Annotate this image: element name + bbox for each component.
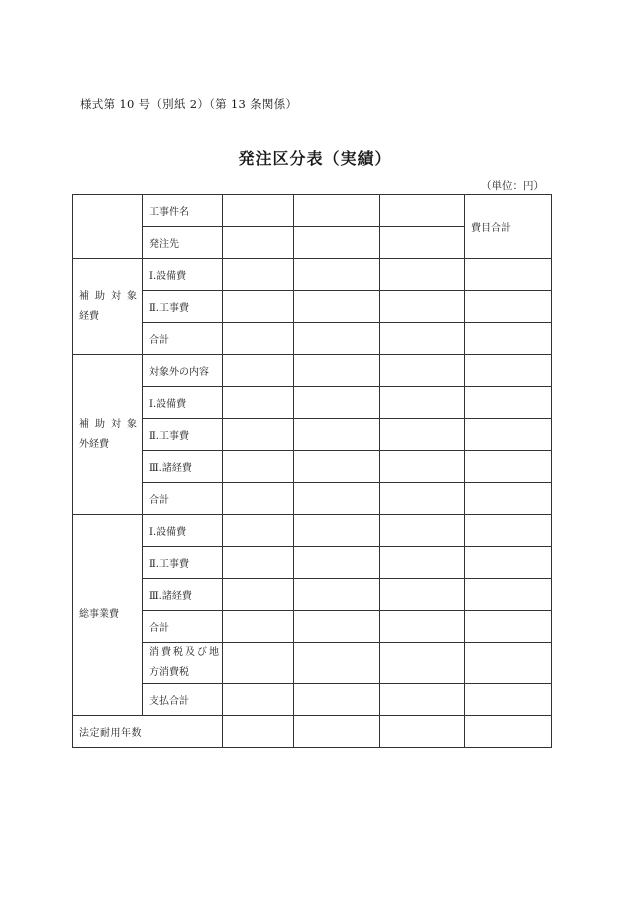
row-label: 合計 — [143, 323, 223, 355]
project-name-cell-1[interactable] — [223, 195, 294, 227]
total-cell[interactable] — [465, 451, 552, 483]
table-row — [73, 419, 552, 451]
table-row — [73, 611, 552, 643]
group-subsidy-target — [73, 259, 143, 355]
tax-label-line2: 方消費税 — [149, 667, 189, 678]
input-cell[interactable] — [294, 355, 380, 387]
input-cell[interactable] — [294, 643, 380, 684]
table-row — [73, 547, 552, 579]
input-cell[interactable] — [380, 611, 465, 643]
group-total-project — [73, 515, 143, 716]
input-cell[interactable] — [223, 291, 294, 323]
table-row-tax — [73, 643, 552, 684]
input-cell[interactable] — [223, 579, 294, 611]
input-cell[interactable] — [380, 451, 465, 483]
input-cell[interactable] — [223, 387, 294, 419]
total-cell[interactable] — [465, 291, 552, 323]
table-row-useful-life — [73, 716, 552, 748]
input-cell[interactable] — [380, 419, 465, 451]
input-cell[interactable] — [223, 684, 294, 716]
total-cell[interactable] — [465, 323, 552, 355]
total-cell[interactable] — [465, 547, 552, 579]
input-cell[interactable] — [223, 419, 294, 451]
input-cell[interactable] — [223, 515, 294, 547]
page-title: 発注区分表（実績） — [238, 149, 392, 168]
input-cell[interactable] — [294, 387, 380, 419]
input-cell[interactable] — [380, 716, 465, 748]
allocation-table — [72, 194, 552, 748]
total-column-header: 費目合計 — [465, 195, 552, 259]
header-corner-cell — [73, 195, 143, 259]
input-cell[interactable] — [223, 643, 294, 684]
input-cell[interactable] — [380, 291, 465, 323]
table-row — [73, 579, 552, 611]
input-cell[interactable] — [223, 547, 294, 579]
contractor-cell-1[interactable] — [223, 227, 294, 259]
contractor-cell-2[interactable] — [294, 227, 380, 259]
input-cell[interactable] — [380, 323, 465, 355]
input-cell[interactable] — [223, 483, 294, 515]
group-label-line1: 補助対象 — [79, 418, 137, 430]
table-row — [73, 291, 552, 323]
table-row — [73, 355, 552, 387]
row-label: Ⅱ.工事費 — [143, 419, 223, 451]
row-label: Ⅱ.工事費 — [143, 547, 223, 579]
input-cell[interactable] — [294, 716, 380, 748]
row-label: Ⅰ.設備費 — [143, 387, 223, 419]
input-cell[interactable] — [223, 323, 294, 355]
input-cell[interactable] — [380, 259, 465, 291]
unit-label: （単位：円） — [481, 180, 544, 192]
input-cell[interactable] — [380, 355, 465, 387]
group-label-line2: 外経費 — [79, 438, 109, 450]
input-cell[interactable] — [294, 684, 380, 716]
contractor-cell-3[interactable] — [380, 227, 465, 259]
group-label: 総事業費 — [79, 609, 119, 620]
total-cell[interactable] — [465, 483, 552, 515]
group-non-subsidy — [73, 355, 143, 515]
total-cell[interactable] — [465, 643, 552, 684]
project-name-cell-2[interactable] — [294, 195, 380, 227]
row-label: 合計 — [143, 611, 223, 643]
contractor-label: 発注先 — [143, 227, 223, 259]
total-cell[interactable] — [465, 419, 552, 451]
tax-label — [143, 643, 223, 684]
input-cell[interactable] — [294, 483, 380, 515]
table-row — [73, 387, 552, 419]
row-label: 対象外の内容 — [143, 355, 223, 387]
row-label: Ⅲ.諸経費 — [143, 451, 223, 483]
total-cell[interactable] — [465, 716, 552, 748]
input-cell[interactable] — [380, 643, 465, 684]
input-cell[interactable] — [294, 419, 380, 451]
input-cell[interactable] — [294, 515, 380, 547]
input-cell[interactable] — [380, 684, 465, 716]
total-cell[interactable] — [465, 515, 552, 547]
group-label-line2: 経費 — [79, 310, 99, 322]
table-row — [73, 451, 552, 483]
input-cell[interactable] — [294, 291, 380, 323]
input-cell[interactable] — [380, 579, 465, 611]
total-cell[interactable] — [465, 355, 552, 387]
row-label: Ⅱ.工事費 — [143, 291, 223, 323]
table-row — [73, 515, 552, 547]
input-cell[interactable] — [294, 547, 380, 579]
input-cell[interactable] — [380, 483, 465, 515]
input-cell[interactable] — [223, 451, 294, 483]
row-label: 合計 — [143, 483, 223, 515]
table-row — [73, 323, 552, 355]
form-reference: 様式第 10 号（別紙 2）（第 13 条関係） — [80, 97, 298, 111]
table-row-project-name — [73, 195, 552, 227]
input-cell[interactable] — [380, 547, 465, 579]
table-row — [73, 483, 552, 515]
total-cell[interactable] — [465, 259, 552, 291]
total-cell[interactable] — [465, 611, 552, 643]
total-cell[interactable] — [465, 579, 552, 611]
total-cell[interactable] — [465, 684, 552, 716]
input-cell[interactable] — [223, 716, 294, 748]
row-label: Ⅰ.設備費 — [143, 259, 223, 291]
group-label-line1: 補助対象 — [79, 290, 137, 302]
useful-life-label: 法定耐用年数 — [73, 716, 223, 748]
row-label: 支払合計 — [143, 684, 223, 716]
input-cell[interactable] — [294, 611, 380, 643]
input-cell[interactable] — [223, 355, 294, 387]
total-cell[interactable] — [465, 387, 552, 419]
input-cell[interactable] — [294, 323, 380, 355]
row-label: Ⅲ.諸経費 — [143, 579, 223, 611]
input-cell[interactable] — [294, 259, 380, 291]
input-cell[interactable] — [294, 579, 380, 611]
table-row — [73, 259, 552, 291]
table-row-payment-total — [73, 684, 552, 716]
project-name-cell-3[interactable] — [380, 195, 465, 227]
project-name-label: 工事件名 — [143, 195, 223, 227]
input-cell[interactable] — [223, 259, 294, 291]
row-label: Ⅰ.設備費 — [143, 515, 223, 547]
input-cell[interactable] — [380, 387, 465, 419]
input-cell[interactable] — [294, 451, 380, 483]
tax-label-line1: 消費税及び地 — [149, 647, 219, 658]
input-cell[interactable] — [223, 611, 294, 643]
input-cell[interactable] — [380, 515, 465, 547]
